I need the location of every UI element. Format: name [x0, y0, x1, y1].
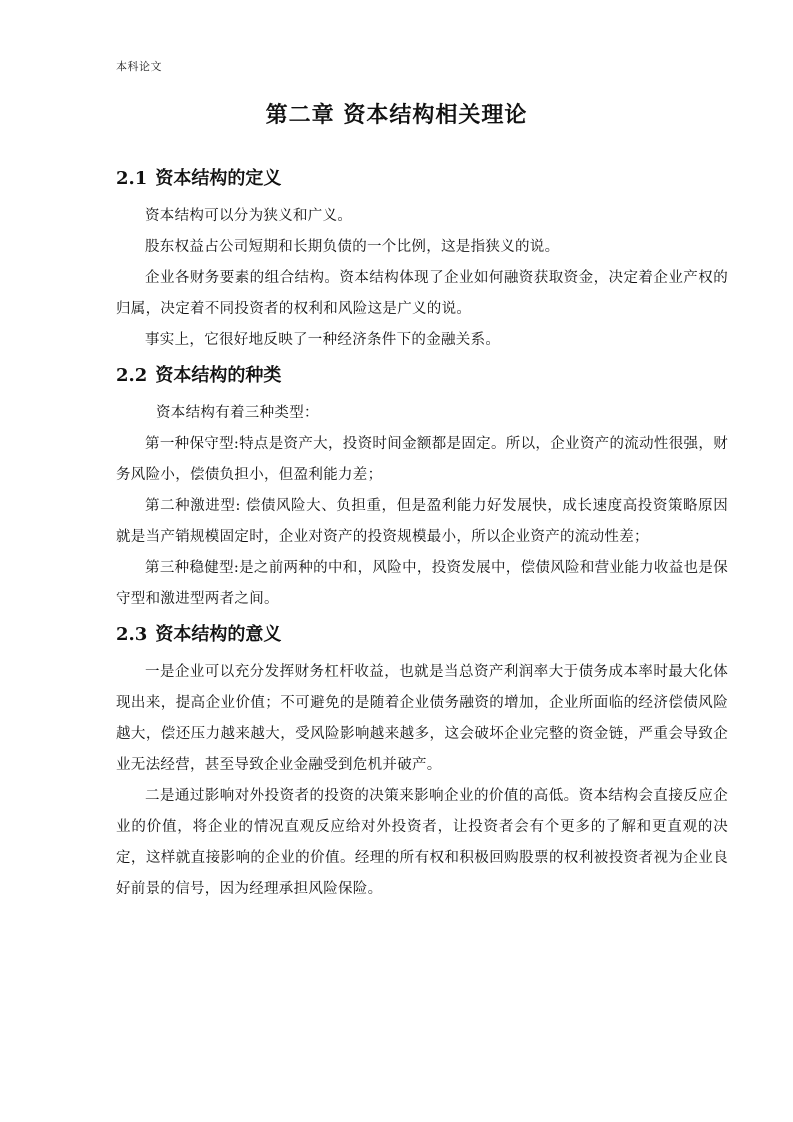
section-heading-2-1: [116, 165, 728, 201]
section-heading-2-3: [116, 621, 728, 657]
section-heading-2-2: [116, 362, 728, 398]
section-title: 资本结构的意义: [155, 624, 282, 645]
section-title: 资本结构的定义: [155, 168, 282, 189]
section-number: 2.2: [116, 365, 148, 386]
paragraph: 资本结构有着三种类型：: [156, 405, 319, 421]
chapter-title: 第二章 资本结构相关理论: [265, 102, 528, 128]
header-rule: [114, 78, 727, 79]
section-number: 2.1: [116, 168, 148, 189]
paragraph: 一是企业可以充分发挥财务杠杆收益，也就是当总资产利润率大于债务成本率时最大化体现出来，提高企业价值；不可避免的是随着企业债务融资的增加，企业所面临的经济偿债风险越大，偿还压力越来越大，受风险影响越来越多，这会破坏企业完整的资金链，严重会导致企业无法经营，甚至导致企业金融受到危机并破产。: [116, 664, 728, 773]
paragraph: 事实上，它很好地反映了一种经济条件下的金融关系。: [145, 332, 501, 348]
paragraph: 第一种保守型:特点是资产大，投资时间金额都是固定。所以，企业资产的流动性很强，财务风险小，偿债负担小，但盈利能力差；: [116, 436, 728, 483]
section-number: 2.3: [116, 624, 148, 645]
paragraph: 资本结构可以分为狭义和广义。: [145, 208, 353, 224]
paragraph: 二是通过影响对外投资者的投资的决策来影响企业的价值的高低。资本结构会直接反应企业的价值，将企业的情况直观反应给对外投资者，让投资者会有个更多的了解和更直观的决定，这样就直接影响的企业的价值。经理的所有权和积极回购股票的权利被投资者视为企业良好前景的信号，因为经理承担风险保险。: [116, 788, 728, 897]
running-header: 本科论文: [116, 60, 162, 73]
paragraph: 第三种稳健型:是之前两种的中和，风险中，投资发展中，偿债风险和营业能力收益也是保守型和激进型两者之间。: [116, 560, 728, 607]
section-title: 资本结构的种类: [155, 365, 282, 386]
body-text: [116, 165, 728, 905]
paragraph: 第二种激进型: 偿债风险大、负担重，但是盈利能力好发展快，成长速度高投资策略原因就是当产销规模固定时，企业对资产的投资规模最小，所以企业资产的流动性差；: [116, 498, 728, 545]
paragraph: 企业各财务要素的组合结构。资本结构体现了企业如何融资获取资金，决定着企业产权的归属，决定着不同投资者的权利和风险这是广义的说。: [116, 270, 728, 317]
paragraph: 股东权益占公司短期和长期负债的一个比例，这是指狭义的说。: [145, 239, 560, 255]
